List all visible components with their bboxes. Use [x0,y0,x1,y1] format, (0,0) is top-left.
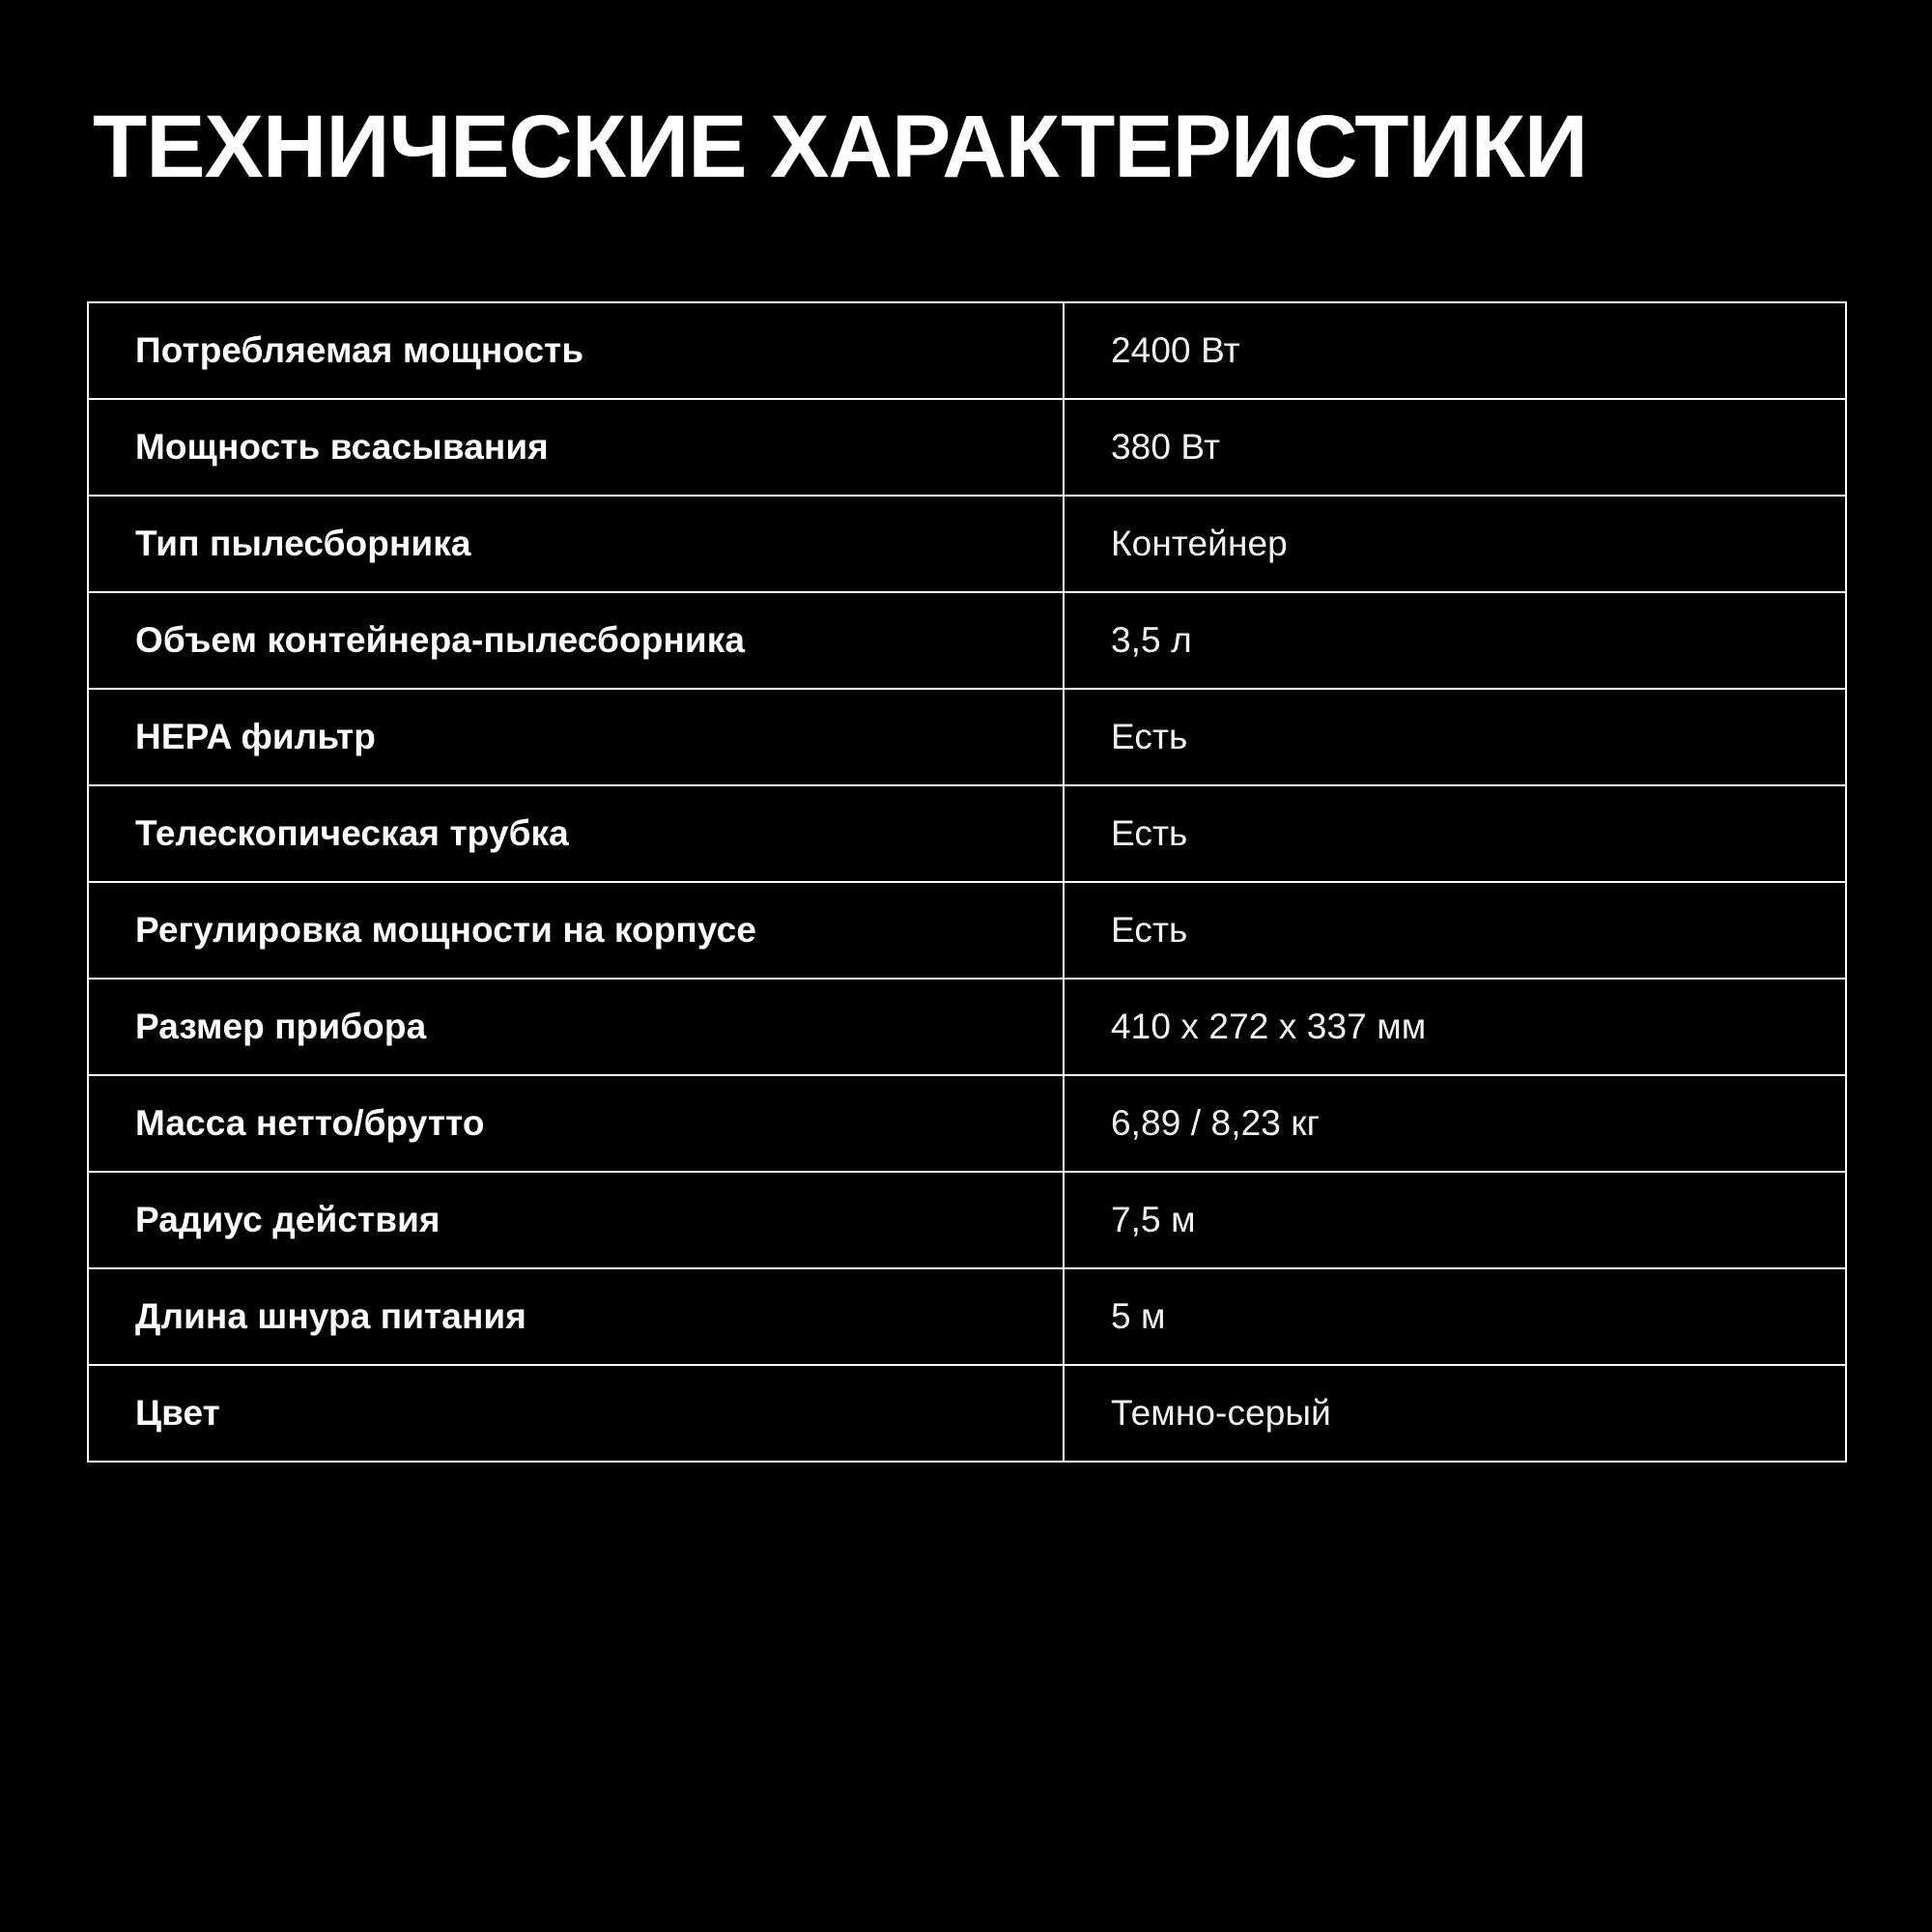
spec-value: Есть [1064,785,1846,882]
spec-value: 6,89 / 8,23 кг [1064,1075,1846,1172]
spec-label: Мощность всасывания [88,399,1064,496]
spec-label: Телескопическая трубка [88,785,1064,882]
specifications-table [87,301,1847,1463]
table-row [88,1268,1846,1365]
table-row [88,1172,1846,1268]
spec-label: Радиус действия [88,1172,1064,1268]
table-row [88,785,1846,882]
table-row [88,592,1846,689]
table-row [88,399,1846,496]
table-row [88,496,1846,592]
page-title: ТЕХНИЧЕСКИЕ ХАРАКТЕРИСТИКИ [93,98,1587,196]
spec-label: Размер прибора [88,979,1064,1075]
spec-value: 3,5 л [1064,592,1846,689]
table-row [88,882,1846,979]
spec-value: 2400 Вт [1064,302,1846,399]
spec-label: Тип пылесборника [88,496,1064,592]
table-row [88,979,1846,1075]
spec-label: Потребляемая мощность [88,302,1064,399]
spec-value: 7,5 м [1064,1172,1846,1268]
spec-label: Объем контейнера-пылесборника [88,592,1064,689]
spec-label: Регулировка мощности на корпусе [88,882,1064,979]
spec-value: 380 Вт [1064,399,1846,496]
table-row [88,302,1846,399]
specifications-table-body [88,302,1846,1462]
table-row [88,1075,1846,1172]
spec-value: 5 м [1064,1268,1846,1365]
spec-label: Масса нетто/брутто [88,1075,1064,1172]
table-row [88,1365,1846,1462]
spec-value: Есть [1064,882,1846,979]
spec-label: Длина шнура питания [88,1268,1064,1365]
spec-value: Темно-серый [1064,1365,1846,1462]
spec-value: Есть [1064,689,1846,785]
spec-value: Контейнер [1064,496,1846,592]
spec-label: Цвет [88,1365,1064,1462]
table-row [88,689,1846,785]
spec-label: HEPA фильтр [88,689,1064,785]
spec-value: 410 x 272 x 337 мм [1064,979,1846,1075]
